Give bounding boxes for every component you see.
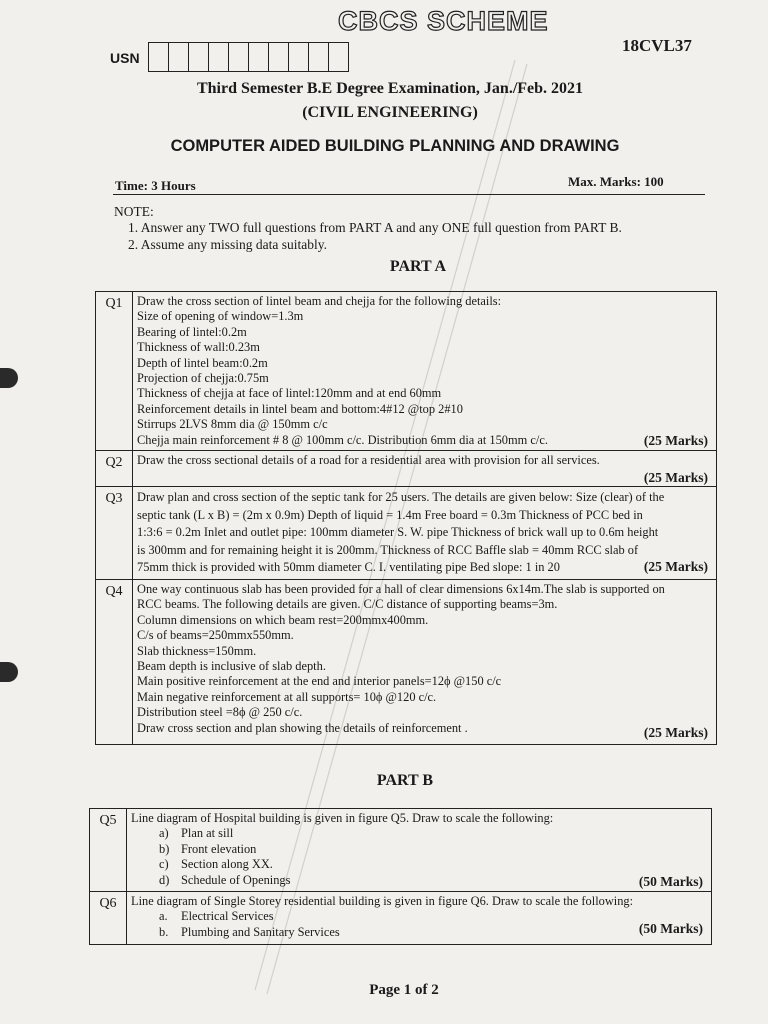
question-line: Bearing of lintel:0.2m [137,324,247,339]
sub-item [131,909,707,924]
question-line: 1:3:6 = 0.2m Inlet and outlet pipe: 100mm diameter S. W. pipe Thickness of brick wall up to 0.6m height [137,525,659,540]
binder-hole-mark [0,662,18,682]
question-line: Draw the cross sectional details of a road for a residential area with provision for all services. [137,453,600,468]
max-marks-label: Max. Marks: 100 [568,174,664,189]
time-label: Time: 3 Hours [115,178,196,193]
question-line: 75mm thick is provided with 50mm diameter C. I. ventilating pipe Bed slope: 1 in 20 [137,560,560,575]
usn-box [289,43,309,71]
marks-label: (25 Marks) [643,724,708,740]
question-line: Draw cross section and plan showing the details of reinforcement . [137,720,468,735]
question-line: Beam depth is inclusive of slab depth. [137,659,326,674]
exam-title: Third Semester B.E Degree Examination, Jan./Feb. 2021 [196,80,584,97]
sub-item-label: a. [159,909,168,924]
usn-box [269,43,289,71]
scheme-badge: CBCS SCHEME [338,6,549,36]
marks-label: (25 Marks) [643,432,708,448]
part-a-title: PART A [389,258,447,275]
sub-item-label: d) [159,872,170,887]
sub-item [131,925,707,940]
sub-item-text: Plan at sill [181,826,234,841]
usn-box [329,43,348,71]
sub-item-text: Section along XX. [181,857,273,872]
question-line: is 300mm and for remaining height it is 200mm. Thickness of RCC Baffle slab = 40mm RCC slab of [137,542,639,557]
question-number: Q2 [96,451,133,487]
question-line: Chejja main reinforcement # 8 @ 100mm c/c. Distribution 6mm dia at 150mm c/c. [137,432,548,447]
marks-label: (25 Marks) [643,559,708,575]
question-line: C/s of beams=250mmx550mm. [137,628,294,643]
note-line-2: 2. Assume any missing data suitably. [128,237,327,252]
sub-item [131,842,707,857]
sub-item [131,857,707,872]
sub-item-text: Schedule of Openings [181,872,291,887]
note-label: NOTE: [114,204,154,219]
question-line: Slab thickness=150mm. [137,643,257,658]
question-line: Thickness of wall:0.23m [137,340,260,355]
question-line: Stirrups 2LVS 8mm dia @ 150mm c/c [137,417,328,432]
question-line: Thickness of chejja at face of lintel:120mm and at end 60mm [137,386,442,401]
question-body [127,892,712,945]
question-line: Projection of chejja:0.75m [137,371,269,386]
part-a-table [95,291,717,745]
question-number: Q4 [96,580,133,745]
question-row-q6 [90,892,712,945]
question-line: Size of opening of window=1.3m [137,309,304,324]
usn-box [169,43,189,71]
subject-title: COMPUTER AIDED BUILDING PLANNING AND DRAWING [170,137,620,155]
question-number: Q6 [90,892,127,945]
usn-box [249,43,269,71]
marks-label: (25 Marks) [643,469,708,485]
subject-code: 18CVL37 [622,36,692,55]
header-divider [113,194,705,195]
question-line: Main negative reinforcement at all supports= 10ϕ @120 c/c. [137,689,437,704]
usn-box [149,43,169,71]
question-number: Q1 [96,292,133,451]
question-line: RCC beams. The following details are given. C/C distance of supporting beams=3m. [137,597,558,612]
question-body [133,487,717,580]
usn-label: USN [110,50,140,66]
usn-box [229,43,249,71]
sub-item [131,826,707,841]
question-number: Q3 [96,487,133,580]
question-body [133,580,717,745]
question-row-q1 [96,292,717,451]
question-body [127,809,712,892]
marks-label: (50 Marks) [638,873,703,889]
usn-box [209,43,229,71]
sub-item-text: Electrical Services [181,909,274,924]
question-line: septic tank (L x B) = (2m x 0.9m) Depth of liquid = 1.4m Free board = 0.3m Thickness of PCC bed in [137,507,643,522]
question-number: Q5 [90,809,127,892]
sub-item-label: b. [159,924,169,939]
question-line: Depth of lintel beam:0.2m [137,355,268,370]
sub-item [131,873,707,888]
question-intro: Line diagram of Hospital building is given in figure Q5. Draw to scale the following: [131,811,554,825]
part-b-table [89,808,712,945]
question-line: Draw plan and cross section of the septic tank for 25 users. The details are given below: Size (clear) of the [137,490,665,505]
sub-item-text: Plumbing and Sanitary Services [181,924,340,939]
question-row-q2 [96,451,717,487]
part-b-title: PART B [376,772,434,789]
sub-item-label: c) [159,857,169,872]
note-line-1: 1. Answer any TWO full questions from PART A and any ONE full question from PART B. [128,220,622,235]
branch-title: (CIVIL ENGINEERING) [302,104,478,121]
question-intro: Line diagram of Single Storey residential building is given in figure Q6. Draw to scale the following: [131,894,634,908]
question-row-q4 [96,580,717,745]
question-line: Main positive reinforcement at the end and interior panels=12ϕ @150 c/c [137,674,502,689]
question-body [133,451,717,487]
marks-label: (50 Marks) [638,920,703,936]
page-number: Page 1 of 2 [369,982,439,998]
sub-item-label: b) [159,841,170,856]
question-row-q5 [90,809,712,892]
question-body [133,292,717,451]
usn-box [309,43,329,71]
question-line: Distribution steel =8ϕ @ 250 c/c. [137,705,303,720]
question-line: Reinforcement details in lintel beam and bottom:4#12 @top 2#10 [137,401,463,416]
usn-box [189,43,209,71]
usn-boxes [148,42,349,72]
question-line: One way continuous slab has been provided for a hall of clear dimensions 6x14m.The slab is supported on [137,582,665,597]
sub-item-label: a) [159,826,169,841]
sub-item-text: Front elevation [181,841,257,856]
question-line: Draw the cross section of lintel beam and chejja for the following details: [137,294,502,308]
binder-hole-mark [0,368,18,388]
question-line: Column dimensions on which beam rest=200mmx400mm. [137,612,429,627]
question-row-q3 [96,487,717,580]
